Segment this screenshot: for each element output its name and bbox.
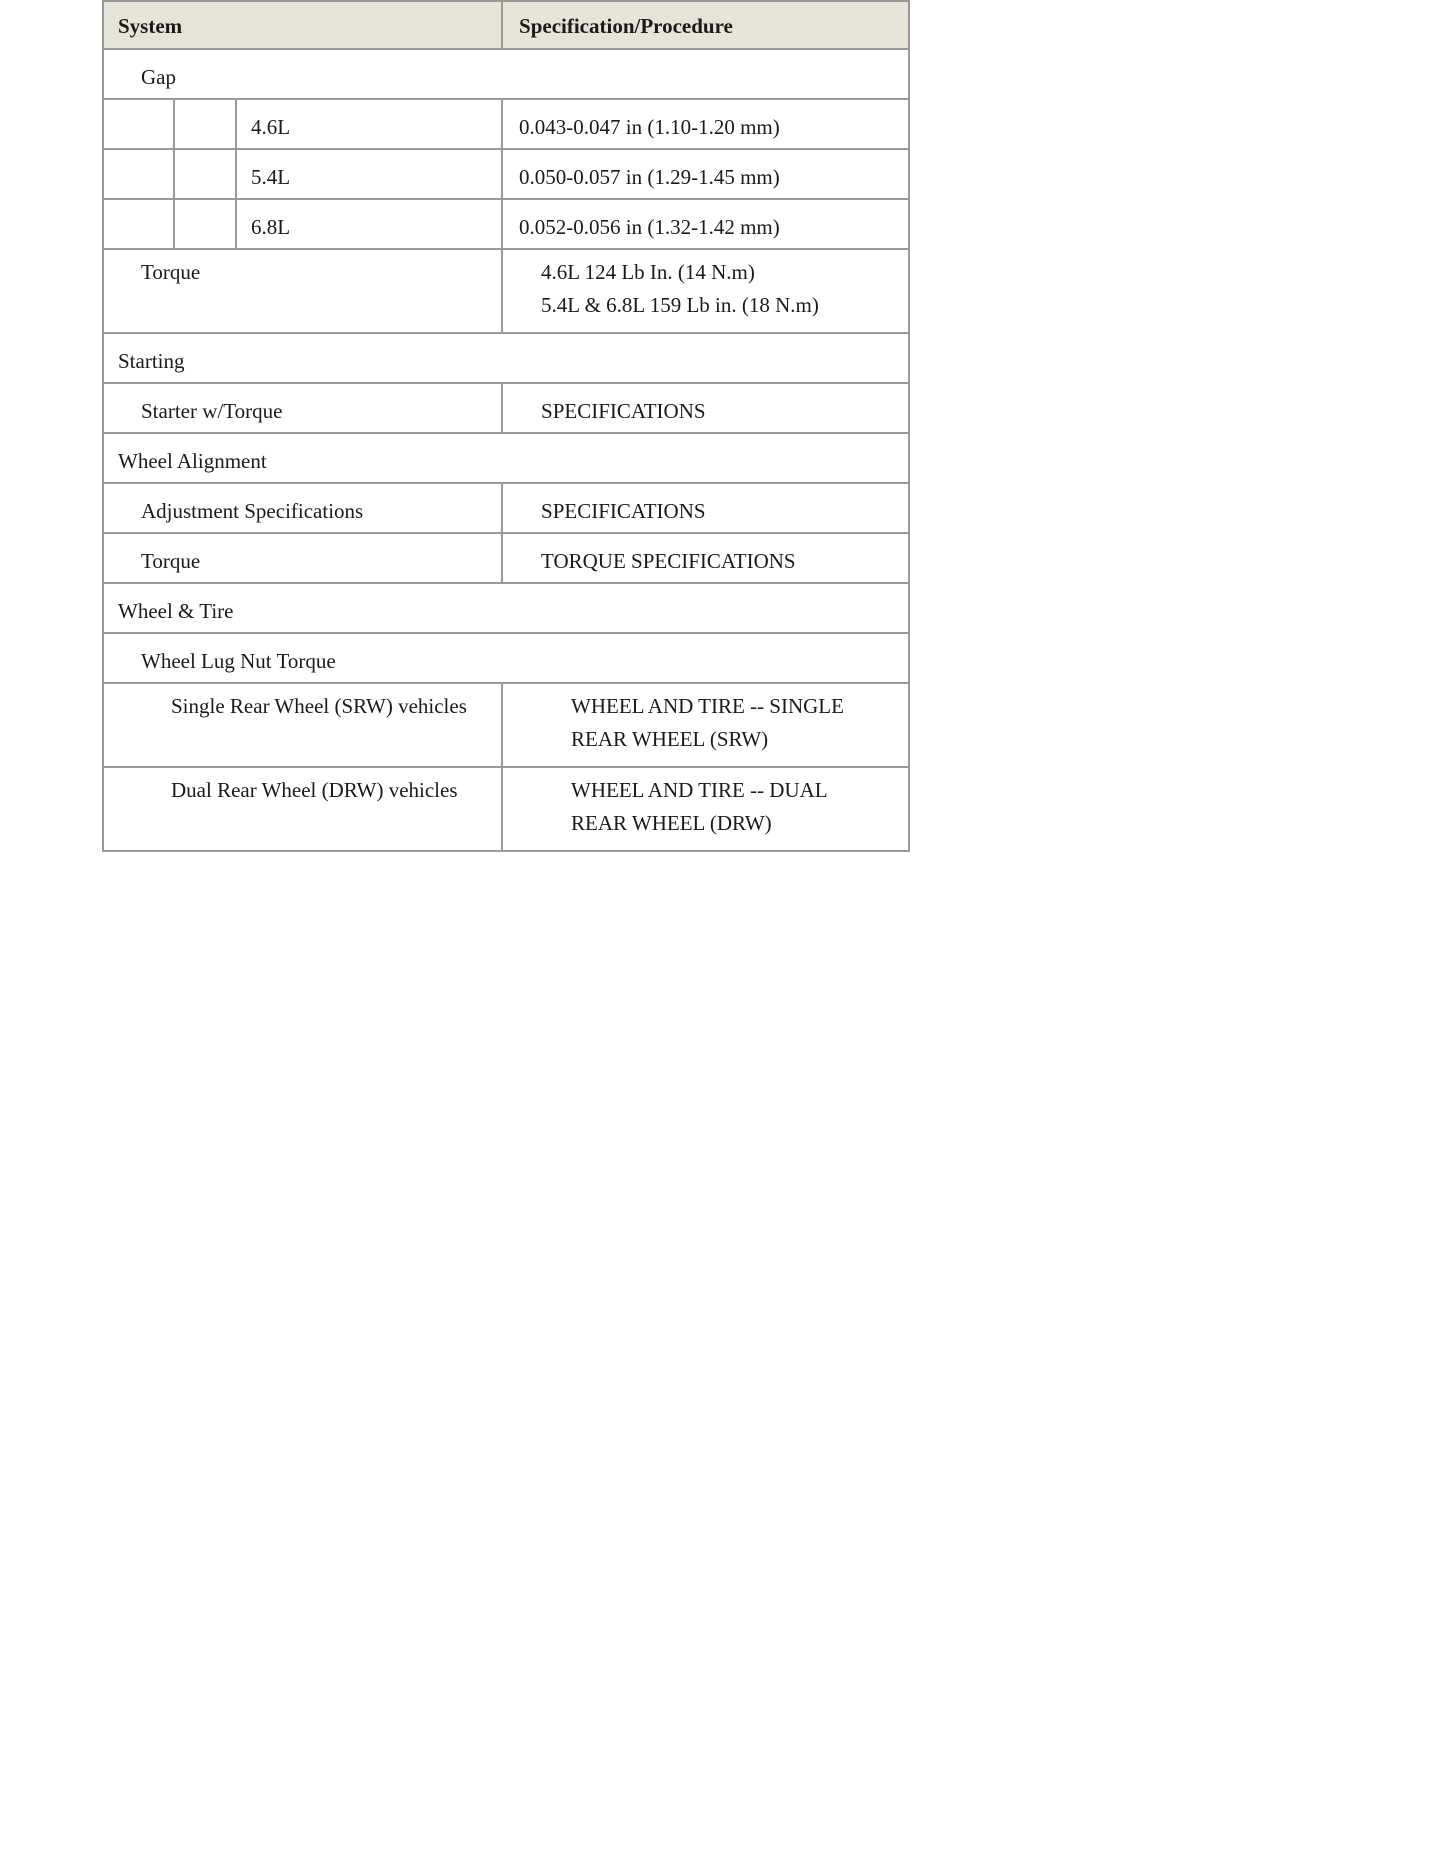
engine-label: 6.8L [251,215,291,239]
torque-values [503,250,908,322]
gap-value: 0.043-0.047 in (1.10-1.20 mm) [519,115,780,139]
section-row-wheel-alignment [103,433,909,483]
section-row-lug-nut [103,633,909,683]
table-row-gap-54 [103,149,909,199]
wheel-alignment-label: Wheel Alignment [118,449,267,473]
adjustment-label: Adjustment Specifications [141,499,364,523]
wheel-tire-label: Wheel & Tire [118,599,234,623]
starter-spec-link[interactable]: SPECIFICATIONS [541,399,706,423]
table-row-starter [103,383,909,433]
srw-spec-line: WHEEL AND TIRE -- SINGLE [571,694,844,718]
table-row-srw [103,683,909,767]
empty-cell [174,99,236,149]
srw-spec-line: REAR WHEEL (SRW) [571,727,769,751]
header-row [103,1,909,49]
empty-cell [174,199,236,249]
srw-label: Single Rear Wheel (SRW) vehicles [171,694,467,718]
table-row-drw [103,767,909,851]
torque-label: Torque [141,260,201,284]
empty-cell [174,149,236,199]
engine-label: 4.6L [251,115,291,139]
table-row-alignment-torque [103,533,909,583]
drw-label: Dual Rear Wheel (DRW) vehicles [171,778,458,802]
table-row-gap-46 [103,99,909,149]
section-row-gap [103,49,909,99]
section-row-starting [103,333,909,383]
engine-label: 5.4L [251,165,291,189]
starter-label: Starter w/Torque [141,399,283,423]
table-row-gap-68 [103,199,909,249]
section-row-wheel-tire [103,583,909,633]
alignment-torque-label: Torque [141,549,201,573]
empty-cell [103,99,174,149]
header-system: System [103,1,502,49]
srw-spec-link[interactable] [503,684,908,756]
empty-cell [103,199,174,249]
torque-value-54-68: 5.4L & 6.8L 159 Lb in. (18 N.m) [541,293,819,317]
table-row-plug-torque [103,249,909,333]
specification-table [102,0,910,852]
table-row-adjustment [103,483,909,533]
adjustment-spec-link[interactable]: SPECIFICATIONS [541,499,706,523]
starting-label: Starting [118,349,185,373]
drw-spec-link[interactable] [503,768,908,840]
drw-spec-line: REAR WHEEL (DRW) [571,811,772,835]
gap-value: 0.050-0.057 in (1.29-1.45 mm) [519,165,780,189]
lug-nut-label: Wheel Lug Nut Torque [141,649,336,673]
torque-value-46: 4.6L 124 Lb In. (14 N.m) [541,260,755,284]
empty-cell [103,149,174,199]
gap-label: Gap [141,65,176,89]
header-specification: Specification/Procedure [502,1,909,49]
drw-spec-line: WHEEL AND TIRE -- DUAL [571,778,828,802]
gap-value: 0.052-0.056 in (1.32-1.42 mm) [519,215,780,239]
torque-spec-link[interactable]: TORQUE SPECIFICATIONS [541,549,796,573]
